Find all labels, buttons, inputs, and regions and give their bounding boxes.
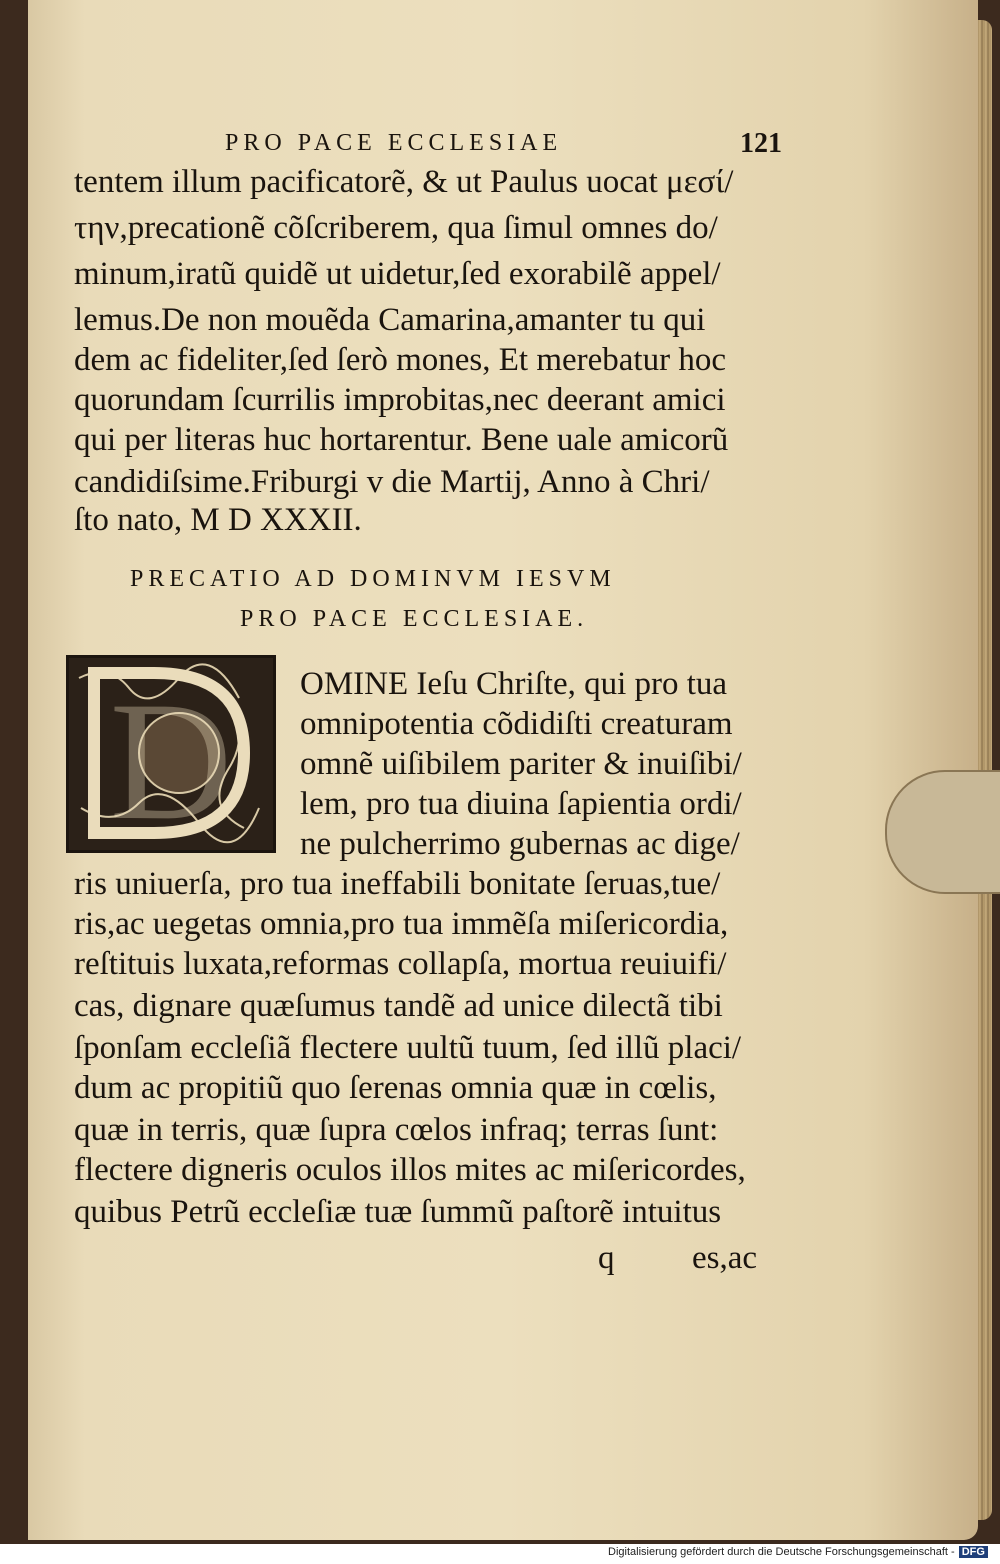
prayer-line: cas, dignare quæſumus tandẽ ad unice dilectã tibi [74,988,723,1024]
prayer-line: dum ac propitiũ quo ſerenas omnia quæ in cœlis, [74,1070,717,1106]
letter-line: την,precationẽ cõſcriberem, qua ſimul omnes do/ [74,210,718,246]
letter-line: lemus.De non mouẽda Camarina,amanter tu qui [74,302,706,338]
catchword: es,ac [692,1240,758,1276]
prayer-line: OMINE Ieſu Chriſte, qui pro tua [300,666,728,702]
prayer-line: ne pulcherrimo gubernas ac dige/ [300,826,740,862]
dfg-logo-icon: DFG [959,1546,988,1558]
prayer-line: lem, pro tua diuina ſapientia ordi/ [300,786,742,822]
letter-line: tentem illum pacificatorẽ, & ut Paulus uocat μεσί/ [74,164,734,200]
prayer-heading-line-1: PRECATIO AD DOMINVM IESVM [130,566,616,592]
initial-letter: D [109,667,233,850]
prayer-line: quibus Petrũ eccleſiæ tuæ ſummũ paſtorẽ intuitus [74,1194,722,1230]
letter-line: quorundam ſcurrilis improbitas,nec deerant amici [74,382,726,418]
letter-line: qui per literas huc hortarentur. Bene uale amicorũ [74,422,729,458]
credit-text: Digitalisierung gefördert durch die Deutsche Forschungsgemeinschaft - [608,1546,955,1558]
prayer-heading-line-2: PRO PACE ECCLESIAE. [240,606,589,632]
signature-mark: q [598,1240,615,1276]
page-number: 121 [740,128,782,159]
prayer-line: flectere digneris oculos illos mites ac miſericordes, [74,1152,746,1188]
prayer-line: ſponſam eccleſiã flectere uultũ tuum, ſed illũ placi/ [74,1030,742,1066]
decorated-initial-icon [69,658,273,850]
prayer-line: quæ in terris, quæ ſupra cœlos infraq; terras ſunt: [74,1112,719,1148]
prayer-line: ris uniuerſa, pro tua ineffabili bonitate ſeruas,tue/ [74,866,721,902]
prayer-line: omnẽ uiſibilem pariter & inuiſibi/ [300,746,742,782]
letter-line: candidiſsime.Friburgi v die Martij, Anno à Chri/ [74,464,710,500]
decorated-initial-d [66,655,276,853]
letter-line: minum,iratũ quidẽ ut uidetur,ſed exorabilẽ appel/ [74,256,721,292]
letter-line: ſto nato, M D XXXII. [74,502,362,538]
running-head: PRO PACE ECCLESIAE [225,130,563,156]
prayer-line: ris,ac uegetas omnia,pro tua immẽſa miſericordia, [74,906,729,942]
digitization-credit [608,1546,998,1564]
prayer-line: reſtituis luxata,reformas collapſa, mortua reuiuifi/ [74,946,727,982]
prayer-line: omnipotentia cõdidiſti creaturam [300,706,733,742]
letter-line: dem ac fideliter,ſed ſerò mones, Et merebatur hoc [74,342,726,378]
